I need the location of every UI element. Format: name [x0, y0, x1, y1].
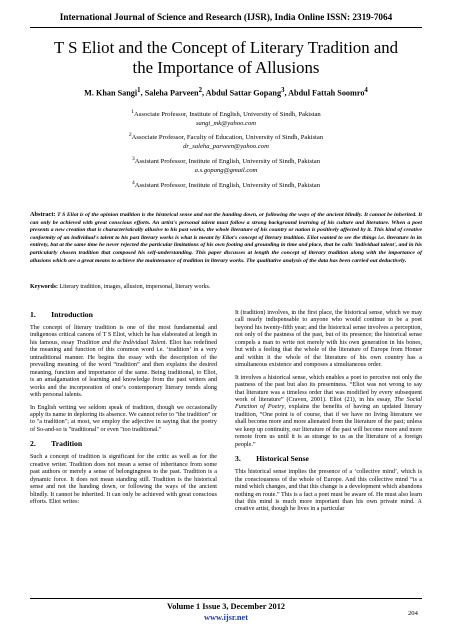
essay-title-citation-2: The Social Function of Poetry [235, 396, 422, 411]
abstract-text: T S Eliot is of the opinion tradition is the historical sense and not the handing down, or following the ways of the ancient blindly. It cannot be inherited. It can only be achieved with great conscious efforts. An artist's personal talent must follow a strong background learning of his culture and literature. When a poet presents a new creation that is characteristically allusive to his past works, the whole literature of his country or nation is positively affected by it. This kind of creative conformity of an individual's talent to his past literary works is what is meant by Eliot's concept of literary tradition. Eliot wanted to see the things i.e. literature in its entirety, but at the same time he never rejected the particular limitations of his own footing and grounding in time and place, that he calls 'individual talent', and in his particularly chosen tradition that composed his self-understanding. This paper discusses at length the concept of literary tradition along with the importance of allusions which are a great means to achieve the maintenance of tradition in literary works. The qualitative analysis of the data has been carried out deductively. [30, 212, 422, 264]
journal-header: International Journal of Science and Research (IJSR), India Online ISSN: 2319-7064 [59, 12, 393, 22]
paper-title [30, 38, 422, 78]
footer-divider [30, 598, 422, 599]
intro-paragraph-1: The concept of literary tradition is one of the most fundamental and indigenous critical canons of T S Eliot, which he has elaborated at length in his famous, essay Tradition and the Individual Talent. Eliot has redefined the meaning and function of this common word i.e. ‘tradition’ in a very untraditional manner. He begins the essay with the description of the prevailing meaning of the word “tradition” and then explains the desired meaning, function and importance of the same. Being traditional, to Eliot, is an amalgamation of learning and knowledge from the past writers and works and the incorporation of one’s contemporary literary trends along with personal talents. [30, 325, 217, 399]
tradition-paragraph-1: Such a concept of tradition is significant for the critic as well as for the creative writer. Tradition does not mean a sense of inheritance from some past authors or merely a sense of belongingness to the past. Tradition is a dynamic force. It does not mean standing still. Tradition is the historical sense and not the handing down, or following the ways of the ancient blindly. It cannot be inherited. It can only be achieved with great conscious efforts. Eliot writes: [30, 454, 217, 506]
affiliation-4: $^4$Assistant Professor, Institute of English, University of Sindh, Pakistan [131, 180, 321, 190]
title-line-2: the Importance of Allusions [132, 58, 320, 77]
right-column [235, 310, 422, 519]
keywords-text: Literary tradition, images, allusion, impersonal, literary works. [59, 284, 211, 290]
tradition-paragraph-2: It involves a historical sense, which enables a poet to perceive not only the pastness of the past but also its presentness. “Eliot was not wrong to say that literature was a timeless order that was modified by every subsequent work of literature” (Craven, 2001). Eliot (21), in his essay, The Social Function of Poetry, explains the benefits of having an updated literary tradition, “One point is of course, that if we have no living literature we shall become more and more alienated from the literature of the past; unless we keep up continuity, our literature of the past will become more and more remote from us until it is as strange to us as the literature of a foreign people.” [235, 374, 422, 448]
abstract [30, 211, 422, 265]
footer-url-link[interactable]: www.ijsr.net [204, 613, 248, 622]
keywords-label: Keywords: [30, 284, 58, 290]
historical-sense-paragraph: This historical sense implies the presence of a ‘collective mind’, which is the consciousness of the whole of Europe. And this collective mind “is a mind which changes, and that this change is a development which abandons nothing en route.” This is a fact a poet must be aware of. He must also learn that this mind is much more important than his own private mind. A creative artist, though he lives in a particular [235, 469, 422, 513]
header-divider [30, 27, 422, 28]
author-4: Abdul Fattah Soomro [288, 88, 365, 98]
affiliation-1: $^1$Associate Professor, Institute of English, University of Sindh, Pakistan sangi_mk@yahoo.com [60, 108, 392, 128]
intro-paragraph-2: In English writing we seldom speak of tradition, though we occasionally apply its name in deploring its absence. We cannot refer to "the tradition" or to "a tradition"; at most, we employ the adjective in saying that the poetry of So-and-so is "traditional" or even "too traditional." [30, 404, 217, 433]
essay-title-citation: Tradition and the Individual Talent [76, 339, 166, 346]
affiliation-2: $^2$Associate Professor, Faculty of Education, University of Sindh, Pakistan dr_saleha_parveen@yahoo.com [60, 131, 392, 151]
email-1: sangi_mk@yahoo.com [195, 119, 257, 127]
author-3: Abdul Sattar Gopang [205, 88, 282, 98]
quote-paragraph: It (tradition) involves, in the first place, the historical sense, which we may call nearly indispensable to anyone who would continue to be a poet beyond his twenty-fifth year; and the historical sense involves a perception, not only of the pastness of the past, but of its presence; the historical sense compels a man to write not merely with his own generation in his bones, but with a feeling that the whole of the literature of Europe from Homer and within it the whole of the literature of his own country has a simultaneous existence and composes a simultaneous order. [235, 310, 422, 369]
affiliation-3: $^3$Assistant Professor, Institute of English, University of Sindh, Pakistan a.s.gopang@gmail.com [60, 155, 392, 175]
title-line-1: T S Eliot and the Concept of Literary Tradition and [53, 38, 399, 57]
section-heading-historical-sense: 3. Historical Sense [235, 454, 309, 464]
author-1: M. Khan Sangi [84, 88, 138, 98]
email-2: dr_saleha_parveen@yahoo.com [183, 142, 269, 150]
page-number: 204 [408, 610, 418, 617]
author-list: M. Khan Sangi$^1$, Saleha Parveen$^2$, Abdul Sattar Gopang$^3$, Abdul Fattah Soomro$^4$ [84, 87, 368, 98]
keywords [30, 284, 422, 292]
section-heading-tradition: 2. Tradition [30, 439, 83, 449]
abstract-label: Abstract: [30, 211, 56, 218]
footer-volume: Volume 1 Issue 3, December 2012 [167, 602, 285, 611]
left-column [30, 310, 217, 512]
section-heading-introduction: 1. Introduction [30, 310, 93, 319]
author-2: Saleha Parveen [144, 88, 199, 98]
email-3: a.s.gopang@gmail.com [194, 166, 258, 174]
